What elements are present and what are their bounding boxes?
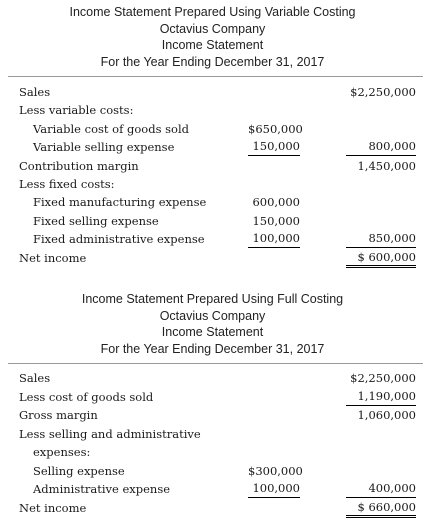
row-label: Less variable costs: xyxy=(19,103,134,118)
total-amount: 1,450,000 xyxy=(357,158,416,173)
detail-amount: 600,000 xyxy=(252,195,300,210)
statement-row xyxy=(0,138,425,156)
variable-statement-header xyxy=(0,4,425,70)
header-divider xyxy=(8,363,423,364)
row-label: Administrative expense xyxy=(33,482,171,496)
total-amount: 1,190,000 xyxy=(346,389,416,406)
statement-row xyxy=(0,499,425,517)
statement-row xyxy=(0,175,425,193)
detail-amount: 150,000 xyxy=(248,139,300,156)
statement-row xyxy=(0,480,425,498)
detail-amount: 150,000 xyxy=(252,213,300,228)
row-label: Less selling and administrative xyxy=(19,426,201,441)
statement-row xyxy=(0,193,425,211)
statement-row xyxy=(0,406,425,424)
statement-row xyxy=(0,101,425,119)
total-amount: $2,250,000 xyxy=(350,85,416,99)
row-label: Sales xyxy=(19,85,51,99)
statement-name: Income Statement xyxy=(161,38,264,52)
statement-row xyxy=(0,425,425,443)
row-label: Gross margin xyxy=(19,408,98,422)
detail-amount: 100,000 xyxy=(248,481,300,498)
detail-amount: $650,000 xyxy=(248,121,303,136)
statement-row xyxy=(0,230,425,248)
header-divider xyxy=(8,76,423,77)
statement-row xyxy=(0,249,425,267)
total-amount: 1,060,000 xyxy=(357,408,416,422)
company-name: Octavius Company xyxy=(159,21,266,36)
row-label: Sales xyxy=(19,371,51,385)
row-label: Fixed selling expense xyxy=(33,213,159,228)
statement-row xyxy=(0,212,425,230)
row-label: Less cost of goods sold xyxy=(19,389,154,404)
statement-caption: Income Statement Prepared Using Full Costing xyxy=(81,292,344,306)
row-label: Fixed administrative expense xyxy=(33,232,205,247)
row-label: Fixed manufacturing expense xyxy=(33,195,207,210)
row-label: Contribution margin xyxy=(19,158,139,173)
row-label: Variable cost of goods sold xyxy=(33,121,190,136)
company-name: Octavius Company xyxy=(159,308,266,323)
statement-row xyxy=(0,83,425,101)
full-statement-header xyxy=(0,291,425,357)
total-amount: 800,000 xyxy=(346,139,416,156)
row-label: Selling expense xyxy=(33,463,125,478)
total-amount: $ 660,000 xyxy=(346,500,416,518)
statement-row xyxy=(0,369,425,387)
detail-amount: $300,000 xyxy=(248,463,303,478)
row-label: Net income xyxy=(19,500,87,515)
statement-caption: Income Statement Prepared Using Variable Costing xyxy=(69,5,356,19)
row-label: Net income xyxy=(19,250,87,265)
statement-row xyxy=(0,120,425,138)
statement-row xyxy=(0,462,425,480)
row-label: Less fixed costs: xyxy=(19,177,115,191)
statement-row xyxy=(0,388,425,406)
statement-period: For the Year Ending December 31, 2017 xyxy=(100,341,325,356)
statement-name: Income Statement xyxy=(161,325,264,339)
statement-period: For the Year Ending December 31, 2017 xyxy=(100,54,325,69)
row-label: expenses: xyxy=(33,445,91,459)
total-amount: 400,000 xyxy=(346,481,416,498)
total-amount: $2,250,000 xyxy=(350,371,416,385)
detail-amount: 100,000 xyxy=(248,231,300,248)
statement-row xyxy=(0,157,425,175)
row-label: Variable selling expense xyxy=(33,140,175,155)
total-amount: 850,000 xyxy=(346,231,416,248)
statement-row xyxy=(0,443,425,461)
total-amount: $ 600,000 xyxy=(346,250,416,268)
